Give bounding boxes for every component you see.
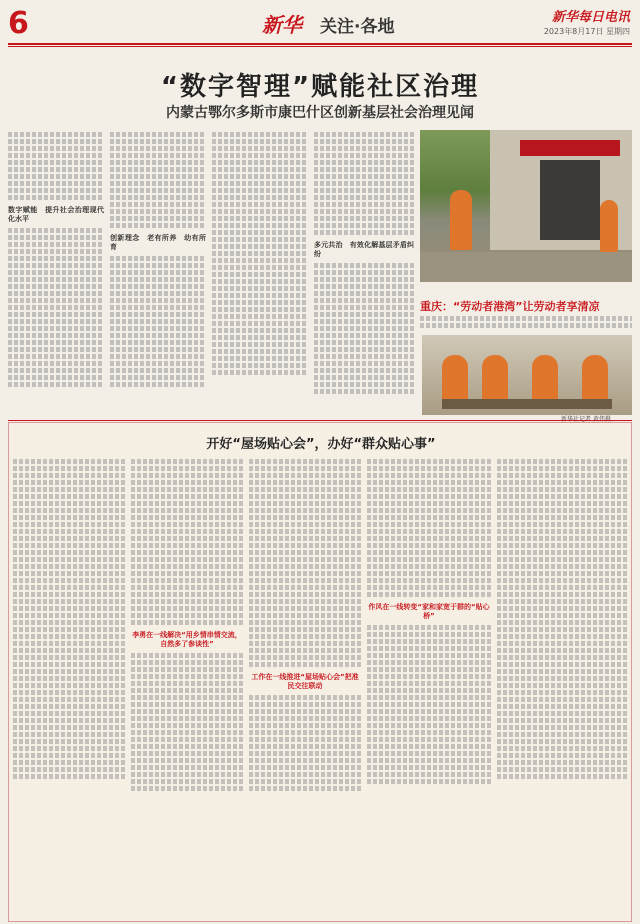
bottom-column-1 xyxy=(13,457,125,917)
bottom-subhead: 工作在一线推进“屋场贴心会”把准民交往联动 xyxy=(251,673,359,690)
article-title: “数字智理”赋能社区治理 xyxy=(160,72,480,102)
bottom-subhead: 李勇在一线解决“用乡情串情交流，自然多了参谈性” xyxy=(132,631,242,648)
header-rule xyxy=(8,43,632,45)
page-header xyxy=(0,0,640,46)
section-title: 关注·各地 xyxy=(320,17,395,37)
bottom-column-5 xyxy=(497,457,627,917)
article-column-2 xyxy=(110,130,206,415)
article-subtitle: 内蒙古鄂尔多斯市康巴什区创新基层社会治理见闻 xyxy=(166,105,474,121)
article-column-4 xyxy=(314,130,414,415)
article-divider xyxy=(8,420,632,421)
brand-logo: 新华 xyxy=(262,13,302,37)
news-photo xyxy=(420,130,632,282)
bottom-article-title: 开好“屋场贴心会”，办好“群众贴心事” xyxy=(206,437,436,452)
bottom-column-2 xyxy=(131,457,243,917)
article-subhead: 创新理念 老有所养 幼有所育 xyxy=(110,234,206,251)
bottom-subhead: 作风在一线转变“家和家宽于群的“贴心桥” xyxy=(368,603,490,620)
article-column-1 xyxy=(8,130,104,415)
news-photo-2 xyxy=(422,335,632,415)
article-column-3 xyxy=(212,130,308,415)
photo-caption-text xyxy=(420,314,632,332)
header-rule-thin xyxy=(8,46,632,47)
article-subhead: 多元共治 有效化解基层矛盾纠纷 xyxy=(314,241,414,258)
newspaper-logo: 新华每日电讯 xyxy=(551,10,630,25)
page-number: 6 xyxy=(8,6,29,41)
bottom-column-4 xyxy=(367,457,491,917)
bottom-column-3 xyxy=(249,457,361,917)
issue-date: 2023年8月17日 星期四 xyxy=(543,27,630,36)
photo-caption-title: 重庆：“劳动者港湾”让劳动者享清凉 xyxy=(420,300,600,313)
article-subhead: 数字赋能 提升社会治理现代化水平 xyxy=(8,206,104,223)
bottom-article xyxy=(8,422,632,922)
